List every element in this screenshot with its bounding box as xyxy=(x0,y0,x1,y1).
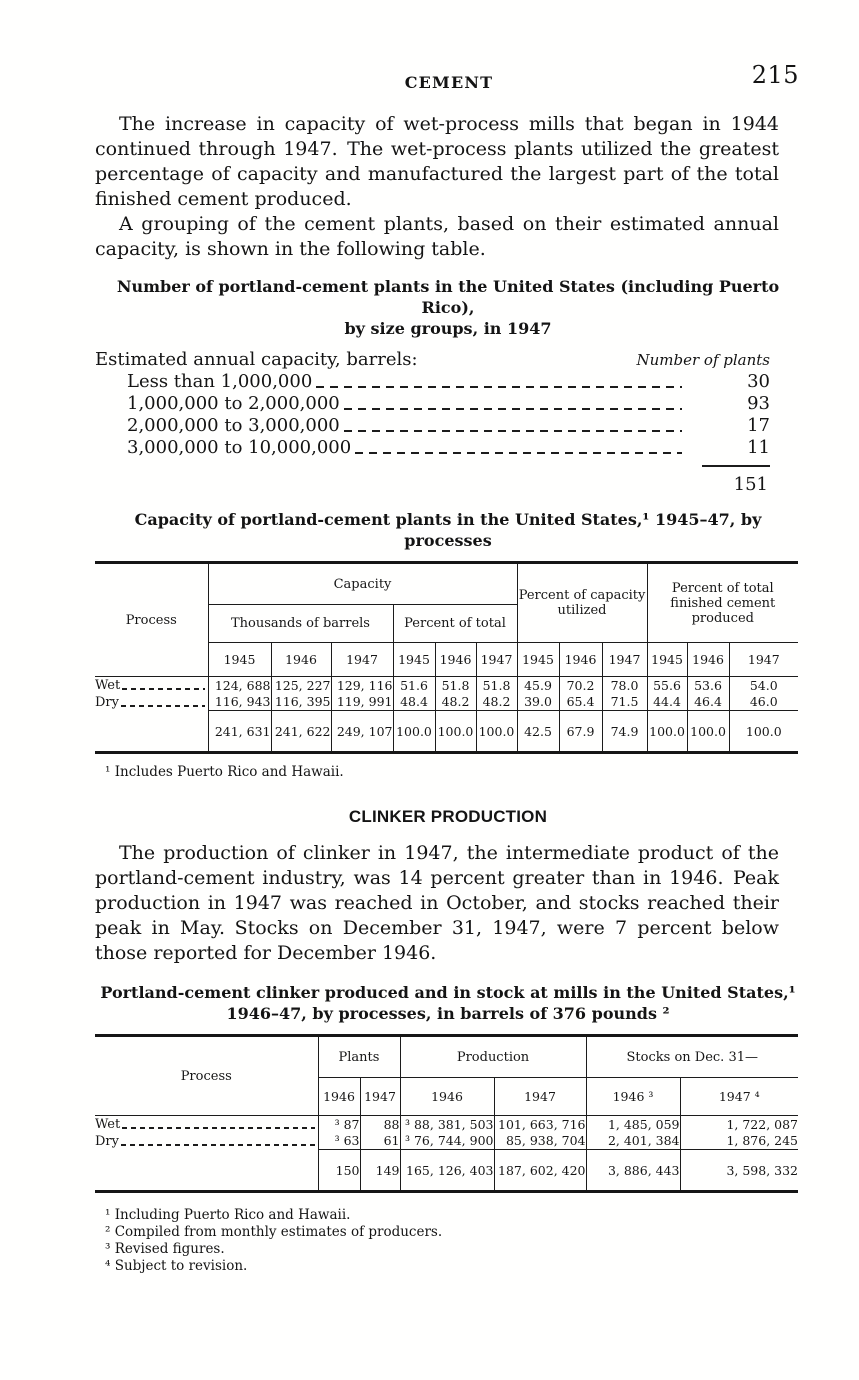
table-row-total xyxy=(95,711,798,753)
process-column-header: Process xyxy=(95,563,208,677)
item-label: 2,000,000 to 3,000,000 xyxy=(127,415,340,436)
dotted-leader xyxy=(122,688,204,690)
table-cell: 101, 663, 716 xyxy=(494,1116,586,1133)
item-value: 17 xyxy=(747,415,770,436)
list-caption-row xyxy=(95,349,770,371)
table-cell: 45.9 xyxy=(517,677,559,694)
table-cell: 48.2 xyxy=(435,694,476,711)
clinker-paragraph: The production of clinker in 1947, the intermediate product of the portland-cement industry, was 14 percent greater than in 1946. Peak production in 1947 was reached in October, and stocks reached their peak in May. Stocks on December 31, 1947, were 7 percent below those reported for December 1946. xyxy=(95,842,779,964)
plants-table-title xyxy=(95,276,801,339)
table-cell: 1, 876, 245 xyxy=(680,1133,798,1150)
table-cell: 48.2 xyxy=(476,694,517,711)
item-label: 1,000,000 to 2,000,000 xyxy=(127,393,340,414)
stocks-group-header: Stocks on Dec. 31— xyxy=(586,1036,798,1078)
footnote-4: ⁴ Subject to revision. xyxy=(105,1258,248,1274)
table-cell: 65.4 xyxy=(559,694,602,711)
table-cell: 44.4 xyxy=(647,694,687,711)
list-item xyxy=(95,415,770,437)
utilized-group-header: Percent of capacity utilized xyxy=(517,563,647,643)
year-column-header: 1947 xyxy=(602,643,647,677)
total-cell: 74.9 xyxy=(602,711,647,753)
table-row-wet xyxy=(95,677,798,694)
table-cell: 51.8 xyxy=(476,677,517,694)
list-caption: Estimated annual capacity, barrels: xyxy=(95,349,418,370)
year-column-header: 1946 xyxy=(400,1078,494,1116)
clinker-table xyxy=(95,1034,798,1193)
dotted-leader xyxy=(344,408,682,410)
production-group-header: Production xyxy=(400,1036,586,1078)
total-cell: 100.0 xyxy=(687,711,729,753)
intro-paragraph-1: The increase in capacity of wet-process mills that began in 1944 continued through 1947. The wet-process plants utilized the greatest percentage of capacity and manufactured the largest part of the total finished cement produced. xyxy=(95,113,779,210)
capacity-table xyxy=(95,561,798,754)
table-cell: 51.6 xyxy=(393,677,435,694)
dotted-leader xyxy=(121,705,205,707)
intro-paragraph-2: A grouping of the cement plants, based on their estimated annual capacity, is shown in the following table. xyxy=(95,213,779,260)
total-cell: 100.0 xyxy=(393,711,435,753)
capacity-table-title: Capacity of portland-cement plants in the United States,¹ 1945–47, by processes xyxy=(134,510,762,550)
table-cell: 55.6 xyxy=(647,677,687,694)
year-column-header: 1946 xyxy=(435,643,476,677)
table-cell: ³ 87 xyxy=(334,1116,360,1132)
table-cell: 2, 401, 384 xyxy=(586,1133,680,1150)
table-cell: 39.0 xyxy=(517,694,559,711)
total-cell: 67.9 xyxy=(559,711,602,753)
finished-group-header: Percent of total finished cement produced xyxy=(647,563,798,643)
capacity-group-header: Capacity xyxy=(208,563,517,605)
clinker-table-footnotes xyxy=(105,1207,803,1275)
thousands-group-header: Thousands of barrels xyxy=(208,605,393,643)
table-cell: 85, 938, 704 xyxy=(494,1133,586,1150)
total-cell: 3, 598, 332 xyxy=(680,1150,798,1192)
clinker-section-heading: CLINKER PRODUCTION xyxy=(348,807,548,826)
percent-total-group-header: Percent of total xyxy=(393,605,517,643)
list-item xyxy=(95,371,770,393)
table-cell: 46.4 xyxy=(687,694,729,711)
page-title: CEMENT xyxy=(404,73,494,92)
footnote-2: ² Compiled from monthly estimates of producers. xyxy=(105,1224,443,1240)
total-cell: 3, 886, 443 xyxy=(586,1150,680,1192)
table-cell: ³ 76, 744, 900 xyxy=(400,1133,494,1150)
footnote-1: ¹ Including Puerto Rico and Hawaii. xyxy=(105,1207,351,1223)
year-column-header: 1946 xyxy=(687,643,729,677)
list-item xyxy=(95,437,770,459)
table-cell: 116, 943 xyxy=(214,694,271,710)
total-cell: 249, 107 xyxy=(331,711,393,753)
table-cell: 71.5 xyxy=(602,694,647,711)
total-cell: 100.0 xyxy=(435,711,476,753)
item-label: Less than 1,000,000 xyxy=(127,371,313,392)
table-cell: 54.0 xyxy=(729,677,798,694)
table-row-dry xyxy=(95,1133,798,1150)
page-number: 215 xyxy=(751,61,799,89)
row-label-wet: Wet xyxy=(95,1116,318,1133)
year-column-header: 1946 ³ xyxy=(586,1078,680,1116)
dotted-leader xyxy=(122,1127,314,1129)
year-column-header: 1947 xyxy=(729,643,798,677)
total-cell: 241, 622 xyxy=(271,711,331,753)
item-value: 93 xyxy=(747,393,770,414)
table-cell: 48.4 xyxy=(393,694,435,711)
row-label-dry: Dry xyxy=(95,694,208,711)
total-cell: 165, 126, 403 xyxy=(400,1150,494,1192)
process-column-header: Process xyxy=(95,1036,318,1116)
table-cell: 88 xyxy=(360,1116,400,1133)
table-cell: 124, 688 xyxy=(214,677,271,693)
dotted-leader xyxy=(355,452,682,454)
table-row-wet xyxy=(95,1116,798,1133)
plants-group-header: Plants xyxy=(318,1036,400,1078)
clinker-table-title xyxy=(95,982,801,1024)
year-column-header: 1947 xyxy=(476,643,517,677)
row-label-wet: Wet xyxy=(95,677,208,694)
year-column-header: 1946 xyxy=(559,643,602,677)
total-cell: 100.0 xyxy=(729,711,798,753)
table-cell: ³ 63 xyxy=(334,1133,360,1149)
clinker-table-title-line1: Portland-cement clinker produced and in stock at mills in the United States,¹ xyxy=(100,983,796,1002)
dotted-leader xyxy=(316,386,682,388)
list-total-row xyxy=(95,465,770,495)
dotted-leader xyxy=(344,430,682,432)
total-cell: 100.0 xyxy=(647,711,687,753)
table-cell: 61 xyxy=(360,1133,400,1150)
year-column-header: 1947 xyxy=(494,1078,586,1116)
table-cell: 116, 395 xyxy=(271,694,331,711)
footnote-3: ³ Revised figures. xyxy=(105,1241,225,1257)
year-column-header: 1947 xyxy=(331,643,393,677)
table-cell: 51.8 xyxy=(435,677,476,694)
table-cell: 1, 485, 059 xyxy=(586,1116,680,1133)
table-cell: 78.0 xyxy=(602,677,647,694)
total-cell: 241, 631 xyxy=(208,711,271,753)
total-cell: 100.0 xyxy=(476,711,517,753)
table-cell: 46.0 xyxy=(729,694,798,711)
list-item xyxy=(95,393,770,415)
dotted-leader xyxy=(121,1144,315,1146)
year-column-header: 1945 xyxy=(517,643,559,677)
list-column-header: Number of plants xyxy=(636,351,770,369)
item-value: 30 xyxy=(747,371,770,392)
total-cell: 42.5 xyxy=(517,711,559,753)
table-cell: 53.6 xyxy=(687,677,729,694)
year-column-header: 1945 xyxy=(393,643,435,677)
row-label-dry: Dry xyxy=(95,1133,318,1150)
capacity-table-footnote: ¹ Includes Puerto Rico and Hawaii. xyxy=(105,764,344,780)
item-label: 3,000,000 to 10,000,000 xyxy=(127,437,352,458)
year-column-header: 1946 xyxy=(271,643,331,677)
total-cell: 187, 602, 420 xyxy=(494,1150,586,1192)
table-cell: 70.2 xyxy=(559,677,602,694)
year-column-header: 1946 xyxy=(318,1078,360,1116)
table-cell: 1, 722, 087 xyxy=(680,1116,798,1133)
year-column-header: 1945 xyxy=(647,643,687,677)
total-cell: 150 xyxy=(318,1150,360,1192)
table-row-total xyxy=(95,1150,798,1192)
running-head xyxy=(95,60,803,96)
plants-table-title-line2: by size groups, in 1947 xyxy=(344,319,552,338)
plants-table-title-line1: Number of portland-cement plants in the United States (including Puerto Rico), xyxy=(116,277,780,317)
table-row-dry xyxy=(95,694,798,711)
table-cell: ³ 88, 381, 503 xyxy=(400,1116,494,1133)
table-cell: 125, 227 xyxy=(271,677,331,694)
table-cell: 119, 991 xyxy=(331,694,393,711)
plants-size-list xyxy=(95,349,770,495)
item-value: 11 xyxy=(747,437,770,458)
list-total-value: 151 xyxy=(702,465,770,495)
total-row-spacer xyxy=(95,1150,318,1192)
year-column-header: 1947 xyxy=(360,1078,400,1116)
total-cell: 149 xyxy=(360,1150,400,1192)
year-column-header: 1945 xyxy=(208,643,271,677)
total-row-spacer xyxy=(95,711,208,753)
year-column-header: 1947 ⁴ xyxy=(680,1078,798,1116)
table-cell: 129, 116 xyxy=(331,677,393,694)
clinker-table-title-line2: 1946–47, by processes, in barrels of 376 pounds ² xyxy=(226,1004,670,1023)
